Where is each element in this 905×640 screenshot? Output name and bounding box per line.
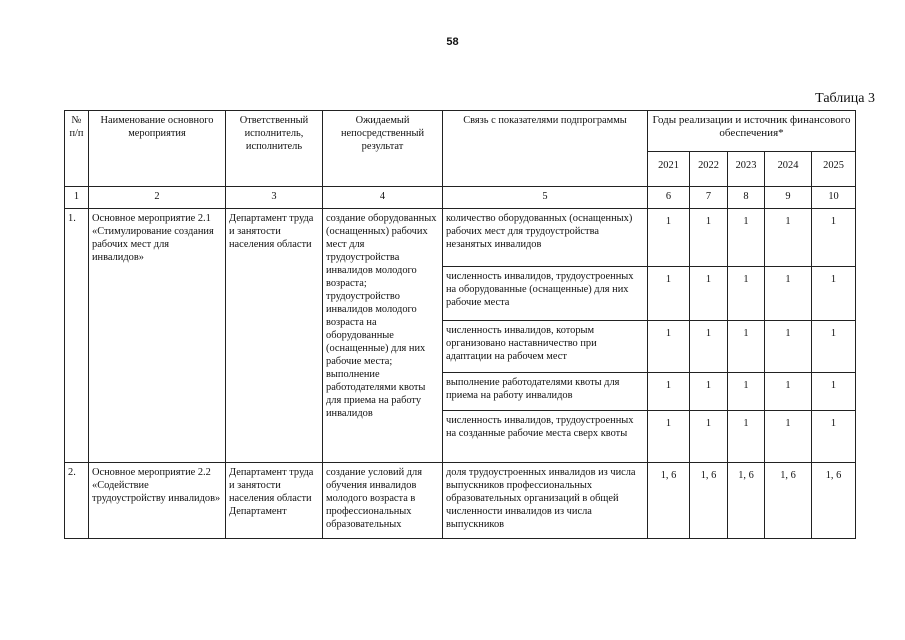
row-responsible: Департамент труда и занятости населения области Департамент (226, 463, 323, 539)
indicator-value: 1, 6 (648, 463, 690, 539)
indicator-value: 1 (765, 411, 812, 463)
header-year: 2021 (648, 152, 690, 187)
indicator-value: 1 (648, 373, 690, 411)
row-num: 1. (65, 209, 89, 463)
table-row (65, 209, 856, 267)
indicator-value: 1 (728, 411, 765, 463)
header-years-group: Годы реализации и источник финансового обеспечения* (648, 111, 856, 152)
header-num: № п/п (65, 111, 89, 187)
indicator-value: 1 (728, 373, 765, 411)
column-number: 1 (65, 187, 89, 209)
row-responsible: Департамент труда и занятости населения области (226, 209, 323, 463)
column-number: 4 (323, 187, 443, 209)
column-numbers-row (65, 187, 856, 209)
program-table (64, 110, 856, 539)
indicator-value: 1 (690, 373, 728, 411)
row-expected: создание условий для обучения инвалидов молодого возраста в профессиональных образовательных (323, 463, 443, 539)
indicator-value: 1 (648, 209, 690, 267)
column-number: 3 (226, 187, 323, 209)
row-num: 2. (65, 463, 89, 539)
indicator-value: 1 (690, 209, 728, 267)
header-year: 2023 (728, 152, 765, 187)
row-indicator: численность инвалидов, трудоустроенных на созданные рабочие места сверх квоты (443, 411, 648, 463)
indicator-value: 1 (690, 267, 728, 321)
row-expected: создание оборудованных (оснащенных) рабочих мест для трудоустройства инвалидов молодого возраста; трудоустройство инвалидов молодого возраста на оборудованные (оснащенные) для них рабочие места; выполнение работодателями квоты для приема на работу инвалидов (323, 209, 443, 463)
row-indicator: доля трудоустроенных инвалидов из числа выпускников профессиональных образовательных организаций в общей численности инвалидов из числа выпускников (443, 463, 648, 539)
page-number: 58 (446, 36, 459, 48)
table-label: Таблица 3 (815, 91, 875, 106)
indicator-value: 1, 6 (690, 463, 728, 539)
indicator-value: 1 (812, 209, 856, 267)
header-responsible: Ответственный исполнитель, исполнитель (226, 111, 323, 187)
header-year: 2024 (765, 152, 812, 187)
indicator-value: 1 (648, 411, 690, 463)
indicator-value: 1 (690, 321, 728, 373)
indicator-value: 1 (728, 321, 765, 373)
indicator-value: 1 (765, 267, 812, 321)
row-name: Основное мероприятие 2.2 «Содействие трудоустройству инвалидов» (89, 463, 226, 539)
indicator-value: 1 (765, 209, 812, 267)
indicator-value: 1 (812, 267, 856, 321)
row-name: Основное мероприятие 2.1 «Стимулирование создания рабочих мест для инвалидов» (89, 209, 226, 463)
header-year: 2025 (812, 152, 856, 187)
header-row (65, 111, 856, 152)
column-number: 10 (812, 187, 856, 209)
indicator-value: 1, 6 (765, 463, 812, 539)
indicator-value: 1 (812, 321, 856, 373)
header-year: 2022 (690, 152, 728, 187)
indicator-value: 1 (812, 411, 856, 463)
indicator-value: 1 (648, 321, 690, 373)
column-number: 2 (89, 187, 226, 209)
indicator-value: 1 (728, 209, 765, 267)
row-indicator: численность инвалидов, трудоустроенных на оборудованные (оснащенные) для них рабочие места (443, 267, 648, 321)
header-indicators: Связь с показателями подпрограммы (443, 111, 648, 187)
indicator-value: 1, 6 (812, 463, 856, 539)
row-indicator: выполнение работодателями квоты для приема на работу инвалидов (443, 373, 648, 411)
header-expected: Ожидаемый непосредственный результат (323, 111, 443, 187)
header-name: Наименование основного мероприятия (89, 111, 226, 187)
row-indicator: количество оборудованных (оснащенных) рабочих мест для трудоустройства незанятых инвалидов (443, 209, 648, 267)
indicator-value: 1, 6 (728, 463, 765, 539)
column-number: 8 (728, 187, 765, 209)
column-number: 6 (648, 187, 690, 209)
indicator-value: 1 (812, 373, 856, 411)
column-number: 7 (690, 187, 728, 209)
column-number: 9 (765, 187, 812, 209)
row-indicator: численность инвалидов, которым организовано наставничество при адаптации на рабочем мест (443, 321, 648, 373)
indicator-value: 1 (765, 321, 812, 373)
indicator-value: 1 (690, 411, 728, 463)
indicator-value: 1 (728, 267, 765, 321)
table-row (65, 463, 856, 539)
column-number: 5 (443, 187, 648, 209)
indicator-value: 1 (648, 267, 690, 321)
indicator-value: 1 (765, 373, 812, 411)
